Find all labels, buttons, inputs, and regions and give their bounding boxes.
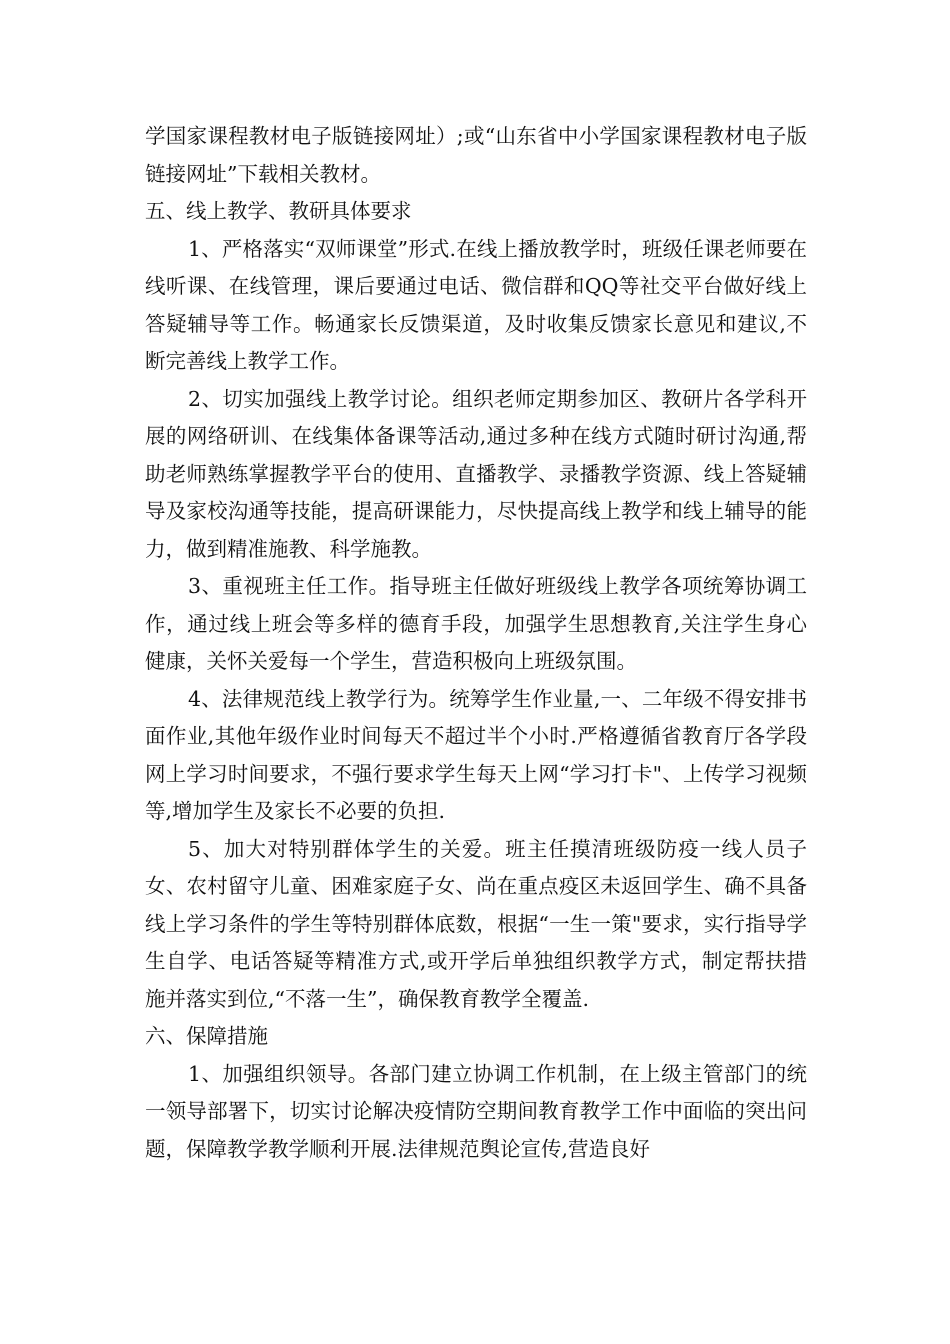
section-heading-6: 六、保障措施 [145,1024,268,1048]
paragraph-continuation: 学国家课程教材电子版链接网址）;或“山东省中小学国家课程教材电子版链接网址”下载相关教材。 [145,124,807,186]
paragraph-item-5-5: 5、加大对特别群体学生的关爱。班主任摸清班级防疫一线人员子女、农村留守儿童、困难家庭子女、尚在重点疫区未返回学生、确不具备线上学习条件的学生等特别群体底数，根据“一生一策"要求，实行指导学生自学、电话答疑等精准方式,或开学后单独组织教学方式，制定帮扶措施并落实到位,“不落一生”，确保教育教学全覆盖. [145,836,807,1011]
paragraph-item-5-2: 2、切实加强线上教学讨论。组织老师定期参加区、教研片各学科开展的网络研训、在线集体备课等活动,通过多种在线方式随时研讨沟通,帮助老师熟练掌握教学平台的使用、直播教学、录播教学资源、线上答疑辅导及家校沟通等技能，提高研课能力，尽快提高线上教学和线上辅导的能力，做到精准施教、科学施教。 [145,386,807,561]
paragraph-item-6-1: 1、加强组织领导。各部门建立协调工作机制，在上级主管部门的统一领导部署下，切实讨论解决疫情防空期间教育教学工作中面临的突出问题，保障教学教学顺利开展.法律规范舆论宣传,营造良好 [145,1061,807,1161]
paragraph-item-5-3: 3、重视班主任工作。指导班主任做好班级线上教学各项统筹协调工作，通过线上班会等多样的德育手段，加强学生思想教育,关注学生身心健康，关怀关爱每一个学生，营造积极向上班级氛围。 [145,574,807,673]
section-heading-5: 五、线上教学、教研具体要求 [145,199,412,223]
paragraph-item-5-1: 1、严格落实“双师课堂”形式.在线上播放教学时，班级任课老师要在线听课、在线管理，课后要通过电话、微信群和QQ等社交平台做好线上答疑辅导等工作。畅通家长反馈渠道，及时收集反馈家长意见和建议,不断完善线上教学工作。 [145,236,807,373]
paragraph-item-5-4: 4、法律规范线上教学行为。统筹学生作业量,一、二年级不得安排书面作业,其他年级作业时间每天不超过半个小时.严格遵循省教育厅各学段网上学习时间要求，不强行要求学生每天上网“学习打卡"、上传学习视频等,增加学生及家长不必要的负担. [145,686,807,823]
document-body [145,118,807,1168]
